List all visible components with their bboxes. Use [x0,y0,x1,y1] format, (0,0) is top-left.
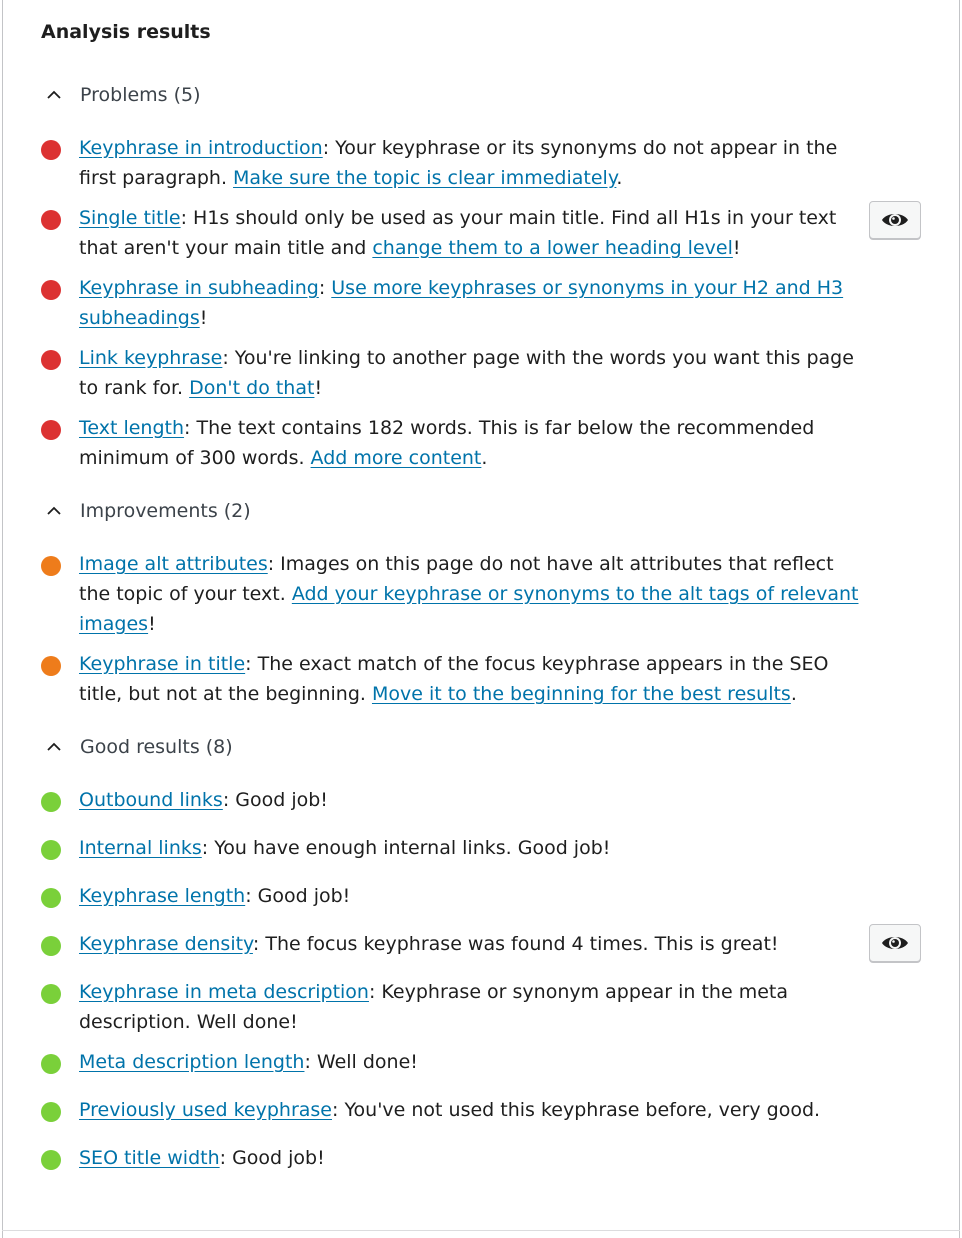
good-bullet-icon [41,840,61,860]
problem-bullet-icon [41,280,61,300]
improvement-item: Keyphrase in title: The exact match of the focus keyphrase appears in the SEO title, but not at the beginning. Move it to the beginning for the best results. [41,649,901,709]
result-link[interactable]: Keyphrase in introduction [79,137,323,159]
good-results-toggle[interactable] [41,733,901,761]
problems-section [41,81,901,483]
problem-item: Text length: The text contains 182 words. This is far below the recommended minimum of 300 words. Add more content. [41,413,901,473]
problem-item: Keyphrase in introduction: Your keyphrase or its synonyms do not appear in the first paragraph. Make sure the topic is clear immediately. [41,133,901,193]
improvements-section [41,497,901,719]
result-link[interactable]: Meta description length [79,1051,305,1073]
good-item: Keyphrase in meta description: Keyphrase or synonym appear in the meta description. Well done! [41,977,901,1037]
good-bullet-icon [41,888,61,908]
fix-link[interactable]: Add your keyphrase or synonyms to the alt tags of relevant images [79,583,859,635]
good-bullet-icon [41,936,61,956]
improvement-item: Image alt attributes: Images on this page do not have alt attributes that reflect the topic of your text. Add your keyphrase or synonyms to the alt tags of relevant images! [41,549,901,639]
good-item: Internal links: You have enough internal links. Good job! [41,833,901,863]
problem-bullet-icon [41,350,61,370]
problem-item: Single title: H1s should only be used as your main title. Find all H1s in your text that aren't your main title and change them to a lower heading level! [41,203,901,263]
good-bullet-icon [41,984,61,1004]
problems-toggle[interactable] [41,81,901,109]
problem-bullet-icon [41,140,61,160]
result-link[interactable]: Keyphrase length [79,885,246,907]
result-link[interactable]: Keyphrase in title [79,653,246,675]
result-link[interactable]: Image alt attributes [79,553,268,575]
improvement-bullet-icon [41,656,61,676]
result-link[interactable]: Outbound links [79,789,223,811]
result-link[interactable]: Text length [79,417,185,439]
improvement-bullet-icon [41,556,61,576]
good-item: Outbound links: Good job! [41,785,901,815]
fix-link[interactable]: Don't do that [189,377,315,399]
good-bullet-icon [41,792,61,812]
result-link[interactable]: Link keyphrase [79,347,223,369]
highlight-button[interactable] [869,924,921,962]
panel-divider [2,1230,960,1231]
result-link[interactable]: SEO title width [79,1147,220,1169]
good-item: Previously used keyphrase: You've not used this keyphrase before, very good. [41,1095,901,1125]
good-item: Keyphrase length: Good job! [41,881,901,911]
improvements-toggle[interactable] [41,497,901,525]
result-link[interactable]: Keyphrase density [79,933,253,955]
improvements-heading: Improvements (2) [80,500,251,522]
good-bullet-icon [41,1150,61,1170]
result-link[interactable]: Previously used keyphrase [79,1099,332,1121]
fix-link[interactable]: Use more keyphrases or synonyms in your H2 and H3 subheadings [79,277,844,329]
problems-heading: Problems (5) [80,84,201,106]
fix-link[interactable]: Add more content [310,447,482,469]
highlight-button[interactable] [869,201,921,239]
fix-link[interactable]: Make sure the topic is clear immediately [233,167,617,189]
problem-item: Link keyphrase: You're linking to another page with the words you want this page to rank for. Don't do that! [41,343,901,403]
result-link[interactable]: Internal links [79,837,202,859]
good-bullet-icon [41,1102,61,1122]
result-link[interactable]: Keyphrase in subheading [79,277,319,299]
result-link[interactable]: Single title [79,207,181,229]
panel-title: Analysis results [41,21,211,43]
fix-link[interactable]: change them to a lower heading level [372,237,733,259]
problem-bullet-icon [41,210,61,230]
good-item: SEO title width: Good job! [41,1143,901,1173]
chevron-up-icon [47,742,61,752]
problem-bullet-icon [41,420,61,440]
problem-item: Keyphrase in subheading: Use more keyphrases or synonyms in your H2 and H3 subheadings! [41,273,901,333]
chevron-up-icon [47,90,61,100]
eye-icon [881,210,909,230]
good-item: Meta description length: Well done! [41,1047,901,1077]
good-bullet-icon [41,1054,61,1074]
eye-icon [881,933,909,953]
good-item: Keyphrase density: The focus keyphrase was found 4 times. This is great! [41,929,901,959]
chevron-up-icon [47,506,61,516]
good-results-heading: Good results (8) [80,736,233,758]
good-results-section [41,733,901,1183]
fix-link[interactable]: Move it to the beginning for the best results [371,683,791,705]
result-link[interactable]: Keyphrase in meta description [79,981,369,1003]
